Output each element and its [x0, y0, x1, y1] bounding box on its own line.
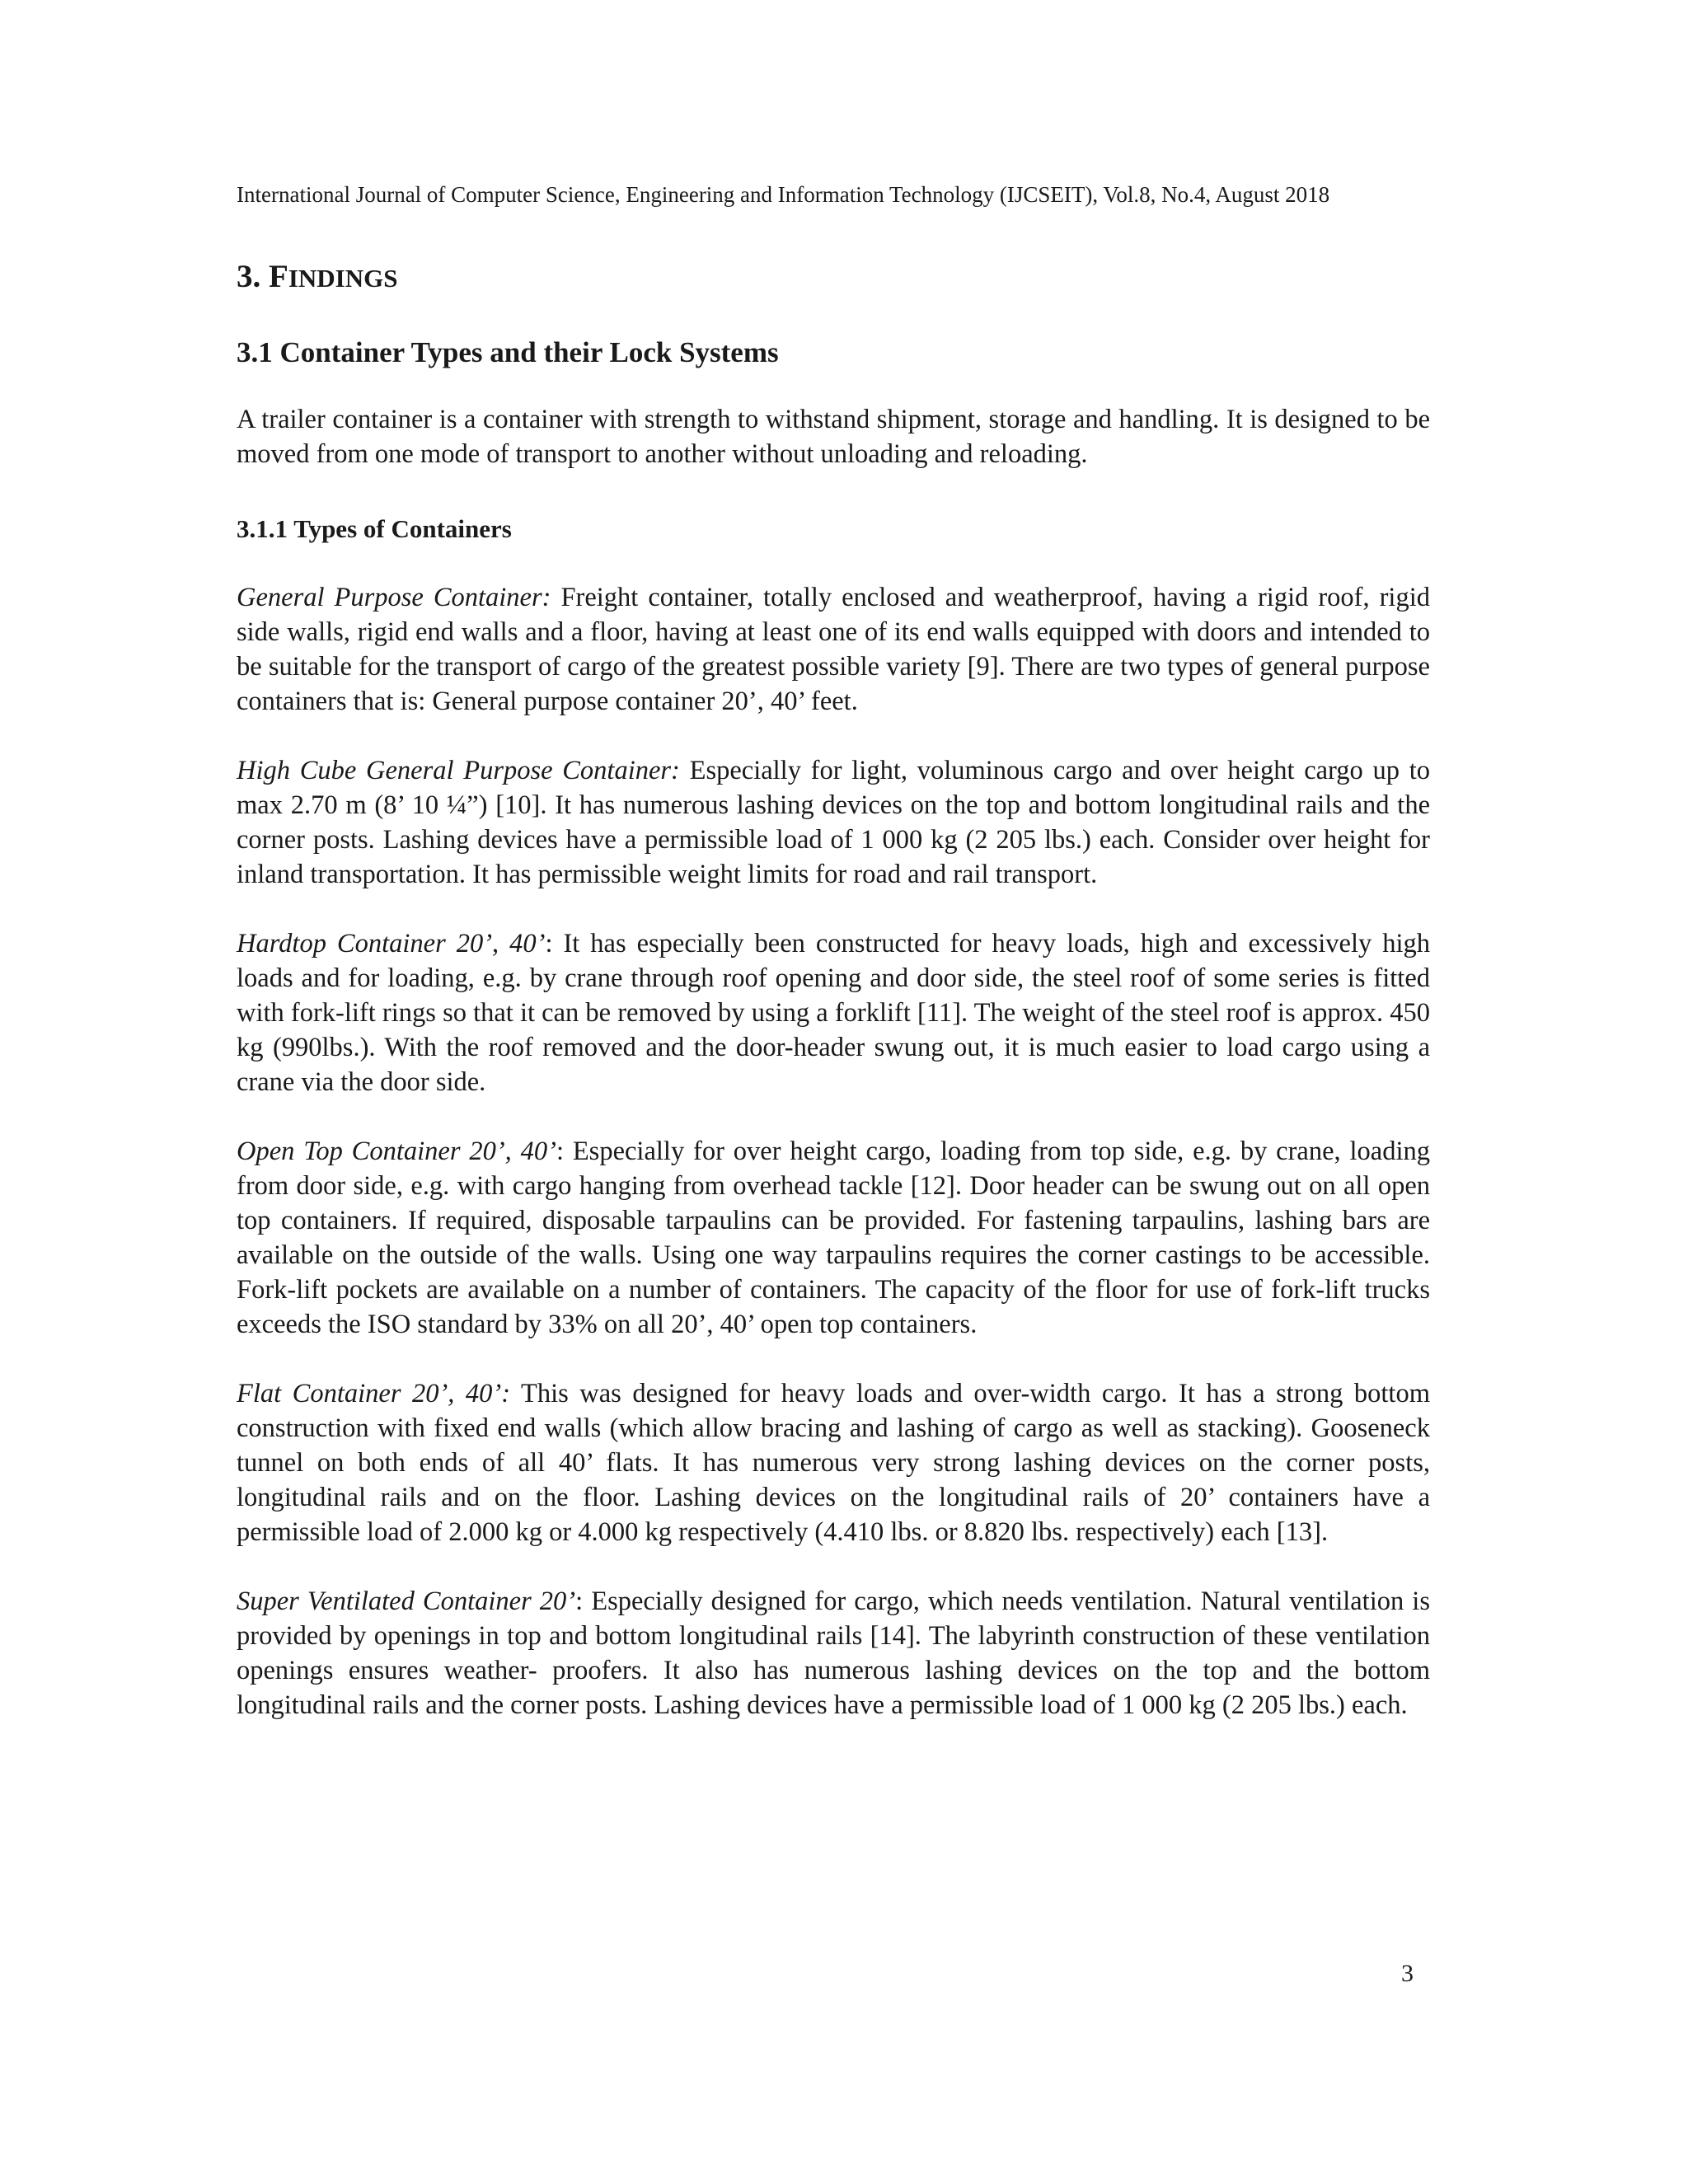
term-separator: ,	[492, 929, 510, 958]
paragraph-hardtop-container	[237, 926, 1430, 1099]
subsubsection-title: 3.1.1 Types of Containers	[237, 514, 512, 543]
paragraph-flat-container	[237, 1376, 1430, 1549]
paragraph-body: Freight container, totally enclosed and weatherproof, having a rigid roof, rigid side walls, rigid end walls and a floor, having at least one of its end walls equipped with doors and intended to be suitable for the transport of cargo of the greatest possible variety [9]. There are two types of general purpose containers that is: General purpose container 20’, 40’ feet.	[237, 583, 1430, 716]
subsection-title: 3.1 Container Types and their Lock Systems	[237, 336, 779, 368]
term-general-purpose-container: General Purpose Container:	[237, 583, 551, 612]
paragraph-body: This was designed for heavy loads and over-width cargo. It has a strong bottom construction with fixed end walls (which allow bracing and lashing of cargo as well as stacking). Gooseneck tunnel on both ends of all 40’ flats. It has numerous very strong lashing devices on the corner posts, longitudinal rails and on the floor. Lashing devices on the longitudinal rails of 20’ containers have a permissible load of 2.000 kg or 4.000 kg respectively (4.410 lbs. or 8.820 lbs. respectively) each [13].	[237, 1379, 1430, 1547]
paragraph-general-purpose-container	[237, 580, 1430, 719]
term-super-ventilated-container: Super Ventilated Container 20’	[237, 1586, 576, 1616]
subsection-intro-paragraph: A trailer container is a container with strength to withstand shipment, storage and handling. It is designed to be moved from one mode of transport to another without unloading and reloading.	[237, 405, 1430, 469]
section-title-initial: F	[269, 259, 288, 294]
paragraph-body: Especially for light, voluminous cargo and over height cargo up to max 2.70 m (8’ 10 ¼”) [10]. It has numerous lashing devices on the top and bottom longitudinal rails and the corner posts. Lashing devices have a permissible load of 1 000 kg (2 205 lbs.) each. Consider over height for inland transportation. It has permissible weight limits for road and rail transport.	[237, 756, 1430, 889]
section-number: 3.	[237, 259, 261, 294]
term-high-cube-container: High Cube General Purpose Container:	[237, 756, 680, 785]
section-title-rest: INDINGS	[288, 264, 398, 293]
term-hardtop-container-size: 40’	[509, 929, 546, 958]
paragraph-open-top-container	[237, 1134, 1430, 1342]
running-head: International Journal of Computer Science, Engineering and Information Technology (IJCSEIT), Vol.8, No.4, August 2018	[237, 182, 1330, 207]
term-hardtop-container: Hardtop Container 20’	[237, 929, 493, 958]
section-title	[237, 257, 1430, 298]
paragraph-body: : Especially for over height cargo, loading from top side, e.g. by crane, loading from door side, e.g. with cargo hanging from overhead tackle [12]. Door header can be swung out on all open top containers. If required, disposable tarpaulins can be provided. For fastening tarpaulins, lashing bars are available on the outside of the walls. Using one way tarpaulins requires the corner castings to be accessible. Fork-lift pockets are available on a number of containers. The capacity of the floor for use of fork-lift trucks exceeds the ISO standard by 33% on all 20’, 40’ open top containers.	[237, 1137, 1430, 1339]
term-flat-container: Flat Container 20’, 40’:	[237, 1379, 511, 1408]
paragraph-body: : It has especially been constructed for heavy loads, high and excessively high loads and for loading, e.g. by crane through roof opening and door side, the steel roof of some series is fitted with fork-lift rings so that it can be removed by using a forklift [11]. The weight of the steel roof is approx. 450 kg (990lbs.). With the roof removed and the door-header swung out, it is much easier to load cargo using a crane via the door side.	[237, 929, 1431, 1097]
paragraph-body: : Especially designed for cargo, which needs ventilation. Natural ventilation is provided by openings in top and bottom longitudinal rails [14]. The labyrinth construction of these ventilation openings ensures weather- proofers. It also has numerous lashing devices on the top and the bottom longitudinal rails and the corner posts. Lashing devices have a permissible load of 1 000 kg (2 205 lbs.) each.	[237, 1586, 1430, 1720]
page-content	[237, 180, 1430, 1722]
paragraph-high-cube-container	[237, 753, 1430, 892]
page-number: 3	[1401, 1960, 1414, 1987]
paragraph-super-ventilated-container	[237, 1584, 1430, 1722]
term-open-top-container: Open Top Container 20’, 40’	[237, 1137, 556, 1166]
